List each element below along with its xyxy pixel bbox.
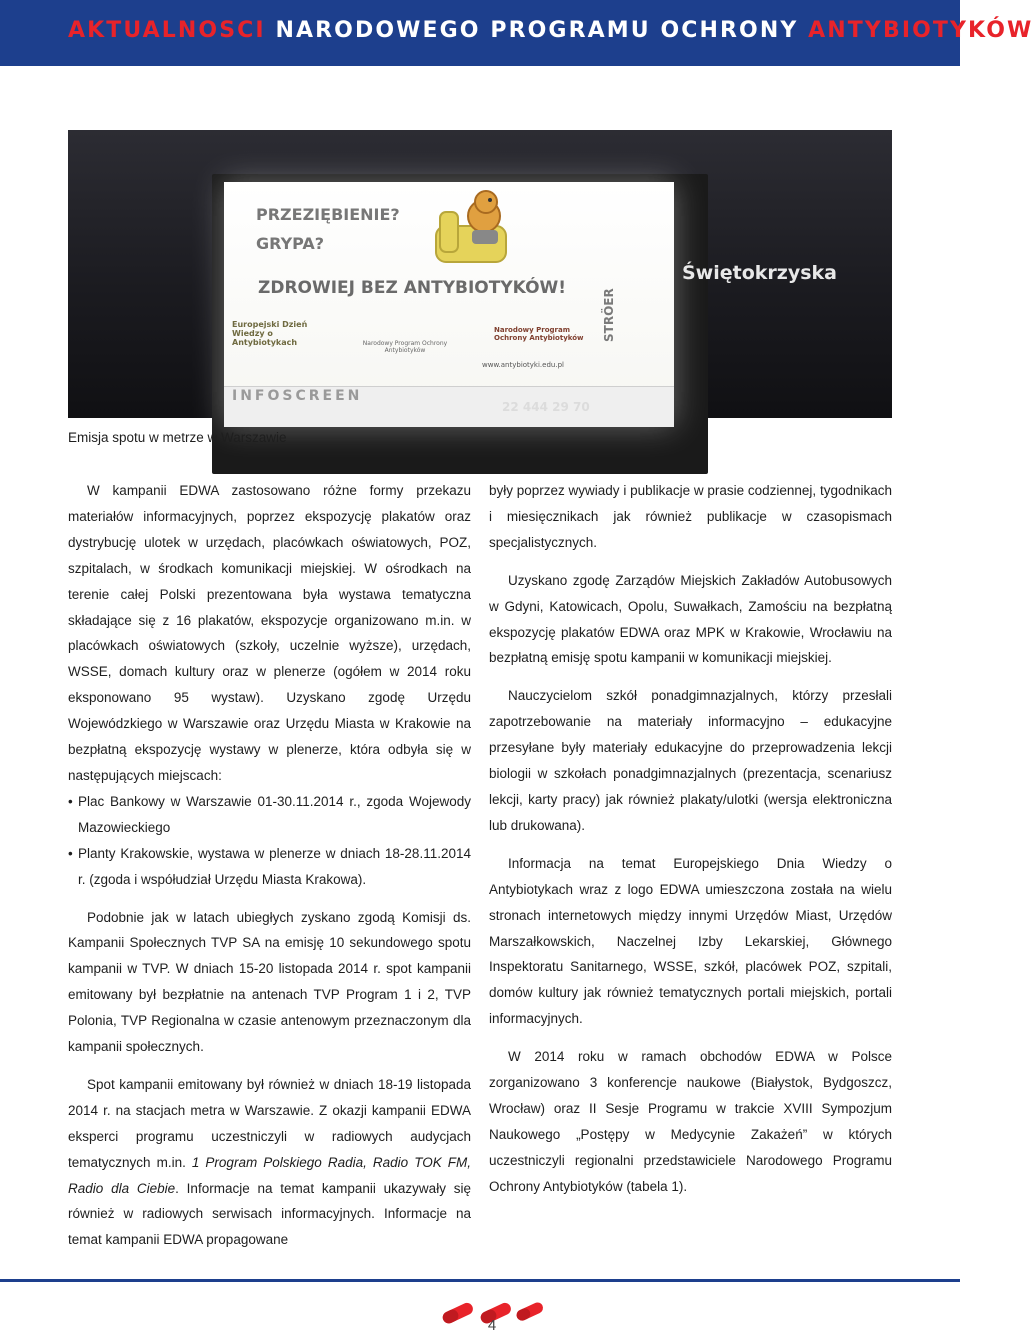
mascot-illustration (426, 182, 536, 270)
right-paragraph-5: W 2014 roku w ramach obchodów EDWA w Polsce zorganizowano 3 konferencje naukowe (Białystok, Bydgoszcz, Wrocław) oraz II Sesje Programu w trakcie XVIII Sympozjum Naukowego „Postępy w Medycynie Zakażeń” w których uczestniczyli regionalni przedstawiciele Narodowego Programu Ochrony Antybiotyków (tabela 1). (489, 1049, 892, 1194)
right-paragraph-1: były poprzez wywiady i publikacje w prasie codziennej, tygodnikach i miesięcznikach jak również publikacje w czasopismach specjalistycznych. (489, 483, 892, 550)
npoa-logo-text: Narodowy Program Ochrony Antybiotyków (494, 326, 584, 342)
header-title-part2: NARODOWEGO PROGRAMU OCHRONY (275, 18, 799, 43)
ministry-logo-text: Narodowy Program Ochrony Antybiotyków (362, 340, 448, 354)
header-title-part3: ANTYBIOTYKÓW (808, 18, 1033, 43)
left-paragraph-3 (68, 1072, 471, 1253)
bullet-text: Plac Bankowy w Warszawie 01-30.11.2014 r., zgoda Wojewody Mazowieckiego (78, 793, 471, 835)
left-paragraph-1: W kampanii EDWA zastosowano różne formy przekazu materiałów informacyjnych, poprzez ekspozycję plakatów oraz dystrybucję ulotek w urzędach, placówkach oświatowych, POZ, szpitalach, w środkach komunikacji miejskiej. W ośrodkach na terenie całej Polski prezentowana była wystawa tematyczna składające się z 16 plakatów, ekspozycje organizowano m.in. w placówkach oświatowych (szkoły, uczelnie wyższe), urzędach, WSSE, domach kultury oraz w plenerze (ogółem w 2014 roku eksponowano 95 wystaw). Uzyskano zgodę Urzędu Wojewódzkiego w Warszawie oraz Urzędu Miasta w Krakowie na bezpłatną ekspozycję wystawy w plenerze, która odbyła się w następujących miejscach: (68, 483, 471, 783)
poster-line-3: ZDROWIEJ BEZ ANTYBIOTYKÓW! (258, 278, 567, 298)
bullet-dot: • (68, 845, 73, 861)
phone-number: 22 444 29 70 (502, 400, 590, 414)
page-number: 4 (487, 1317, 497, 1334)
infoscreen-brand: INFOSCREEN (232, 388, 363, 404)
bullet-item (68, 841, 471, 893)
right-paragraph-3: Nauczycielom szkół ponadgimnazjalnych, którzy przesłali zapotrzebowanie na materiały informacyjno – edukacyjne przesyłane były materiały edukacyjne do przeprowadzenia lekcji biologii w szkołach ponadgimnazjalnych (prezentacja, scenariusz lekcji, karty pracy) jak również plakaty/ulotki (wersja elektroniczna lub drukowana). (489, 688, 892, 833)
website-text: www.antybiotyki.edu.pl (482, 361, 564, 369)
footer-rule (0, 1279, 960, 1282)
left-paragraph-3-b: . Informacje na temat kampanii ukazywały się również w radiowych serwisach informacyjnych. Informacje na temat kampanii EDWA propagowane (68, 1180, 471, 1248)
left-paragraph-2: Podobnie jak w latach ubiegłych zyskano zgodą Komisji ds. Kampanii Społecznych TVP SA na emisję 10 sekundowego spotu kampanii w TVP. W dniach 15-20 listopada 2014 r. spot kampanii emitowany był bezpłatnie na antenach TVP Program 1 i 2, TVP Polonia, TVP Regionalna w czasie antenowym przeznaczonym dla kampanii społecznych. (68, 909, 471, 1055)
bullet-text: Planty Krakowskie, wystawa w plenerze w dniach 18-28.11.2014 r. (zgoda i współudział Urzędu Miasta Krakowa). (78, 845, 471, 887)
metro-screen-photo (68, 130, 892, 418)
station-sign: Świętokrzyska (682, 262, 837, 284)
edwa-logo-text: Europejski Dzień Wiedzy o Antybiotykach (232, 320, 308, 347)
right-paragraph-4: Informacja na temat Europejskiego Dnia Wiedzy o Antybiotykach wraz z logo EDWA umieszczona została na wielu stronach internetowych między innymi Urzędów Miast, Urzędów Marszałkowskich, Naczelnej Izby Lekarskiej, Głównego Inspektoratu Sanitarnego, WSSE, szkół, placówek POZ, szpitali, domów kultury jak również tematycznych portali miejskich, portali informacyjnych. (489, 855, 892, 1027)
left-paragraph-3-a: Spot kampanii emitowany był również w dniach 18-19 listopada 2014 r. na stacjach metra w Warszawie. Z okazji kampanii EDWA eksperci programu uczestniczyli w radiowych audycjach tematycznych m.in. (68, 1076, 471, 1170)
poster-line-2: GRYPA? (256, 234, 325, 253)
bullet-dot: • (68, 793, 73, 809)
header-title-part1: AKTUALNOSCI (68, 18, 266, 43)
poster-line-1: PRZEZIĘBIENIE? (256, 205, 400, 224)
photo-caption: Emisja spotu w metrze w Warszawie (68, 430, 287, 445)
radio-programs: 1 Program Polskiego Radia, Radio TOK FM, Radio dla Ciebie (68, 1154, 471, 1196)
right-column (489, 478, 892, 1200)
stroer-brand: STRÖER (602, 288, 616, 342)
bullet-item (68, 789, 471, 841)
header-title (68, 16, 1033, 46)
page-header (0, 0, 1033, 66)
left-column (68, 478, 471, 1253)
right-paragraph-2: Uzyskano zgodę Zarządów Miejskich Zakładów Autobusowych w Gdyni, Katowicach, Opolu, Suwałkach, Zamościu na bezpłatną ekspozycję plakatów EDWA oraz MPK w Krakowie, Wrocławiu na bezpłatną emisję spotu kampanii w komunikacji miejskiej. (489, 572, 892, 666)
